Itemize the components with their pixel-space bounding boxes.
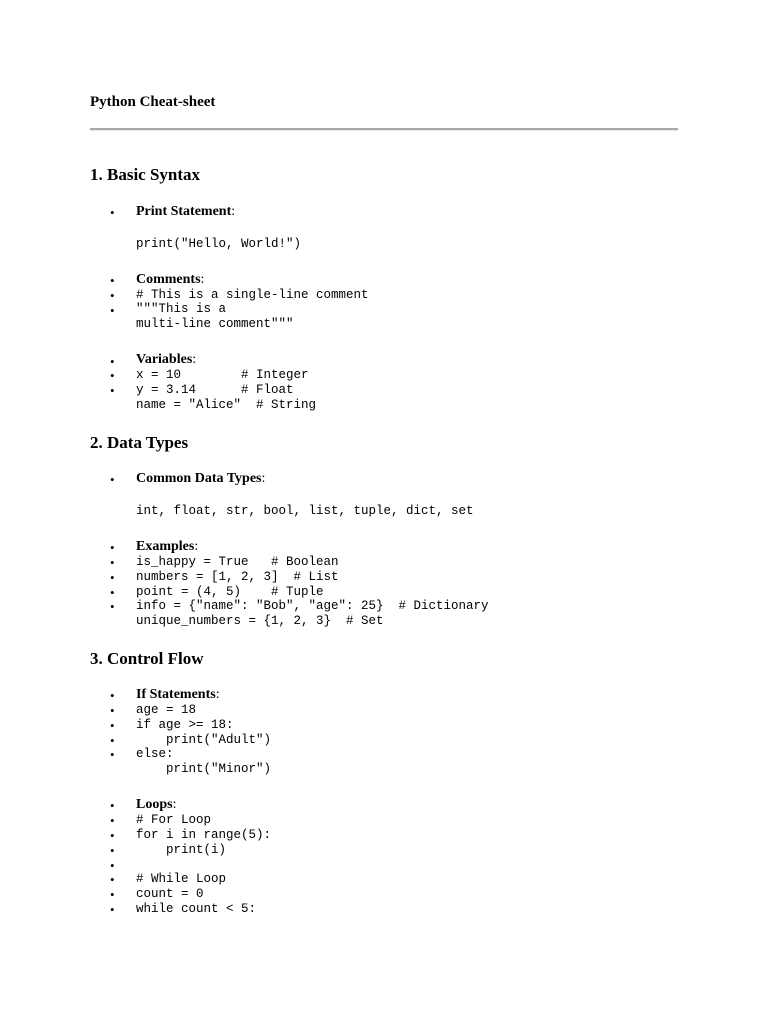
list-bullet: • <box>110 872 115 887</box>
list-bullet: • <box>110 798 115 813</box>
list-bullet: • <box>110 747 115 762</box>
code-line: for i in range(5): <box>136 828 272 842</box>
item-label-comments: Comments: <box>136 272 205 287</box>
list-bullet: • <box>110 718 115 733</box>
code-line: while count < 5: <box>136 902 257 916</box>
document-title: Python Cheat-sheet <box>90 94 216 110</box>
code-line: # This is a single-line comment <box>136 288 369 302</box>
list-bullet: • <box>110 813 115 828</box>
code-line: count = 0 <box>136 887 204 901</box>
code-line: print("Hello, World!") <box>136 237 302 251</box>
list-bullet: • <box>110 540 115 555</box>
code-line: int, float, str, bool, list, tuple, dict, set <box>136 504 474 518</box>
code-line: if age >= 18: <box>136 718 234 732</box>
code-line: x = 10 # Integer <box>136 368 309 382</box>
code-line: # While Loop <box>136 872 227 886</box>
code-line: name = "Alice" # String <box>136 398 317 412</box>
code-line: print("Minor") <box>136 762 272 776</box>
code-line: is_happy = True # Boolean <box>136 555 339 569</box>
code-line: print(i) <box>136 843 227 857</box>
item-label-common-data-types: Common Data Types: <box>136 471 266 486</box>
section-heading-control-flow: 3. Control Flow <box>90 649 204 668</box>
item-label-print-statement: Print Statement: <box>136 204 236 219</box>
list-bullet: • <box>110 472 115 487</box>
list-bullet: • <box>110 887 115 902</box>
list-bullet: • <box>110 688 115 703</box>
code-line: info = {"name": "Bob", "age": 25} # Dictionary <box>136 599 489 613</box>
code-line: point = (4, 5) # Tuple <box>136 585 324 599</box>
list-bullet: • <box>110 733 115 748</box>
section-heading-data-types: 2. Data Types <box>90 433 189 452</box>
list-bullet: • <box>110 570 115 585</box>
section-heading-basic-syntax: 1. Basic Syntax <box>90 165 201 184</box>
list-bullet: • <box>110 902 115 917</box>
item-label-examples: Examples: <box>136 539 199 554</box>
list-bullet: • <box>110 368 115 383</box>
list-bullet: • <box>110 354 115 369</box>
code-line: age = 18 <box>136 703 197 717</box>
horizontal-rule <box>90 128 678 131</box>
item-label-variables: Variables: <box>136 352 197 367</box>
code-line: """This is a <box>136 302 227 316</box>
code-line: # For Loop <box>136 813 212 827</box>
list-bullet: • <box>110 273 115 288</box>
list-bullet: • <box>110 383 115 398</box>
code-line: print("Adult") <box>136 733 272 747</box>
list-bullet: • <box>110 599 115 614</box>
list-bullet: • <box>110 843 115 858</box>
list-bullet: • <box>110 858 115 873</box>
list-bullet: • <box>110 555 115 570</box>
list-bullet: • <box>110 828 115 843</box>
list-bullet: • <box>110 585 115 600</box>
list-bullet: • <box>110 703 115 718</box>
code-line: numbers = [1, 2, 3] # List <box>136 570 339 584</box>
item-label-loops: Loops: <box>136 797 177 812</box>
code-line: multi-line comment""" <box>136 317 294 331</box>
list-bullet: • <box>110 205 115 220</box>
list-bullet: • <box>110 303 115 318</box>
code-line: else: <box>136 747 174 761</box>
code-line: y = 3.14 # Float <box>136 383 294 397</box>
code-line: unique_numbers = {1, 2, 3} # Set <box>136 614 384 628</box>
item-label-if-statements: If Statements: <box>136 687 220 702</box>
list-bullet: • <box>110 288 115 303</box>
